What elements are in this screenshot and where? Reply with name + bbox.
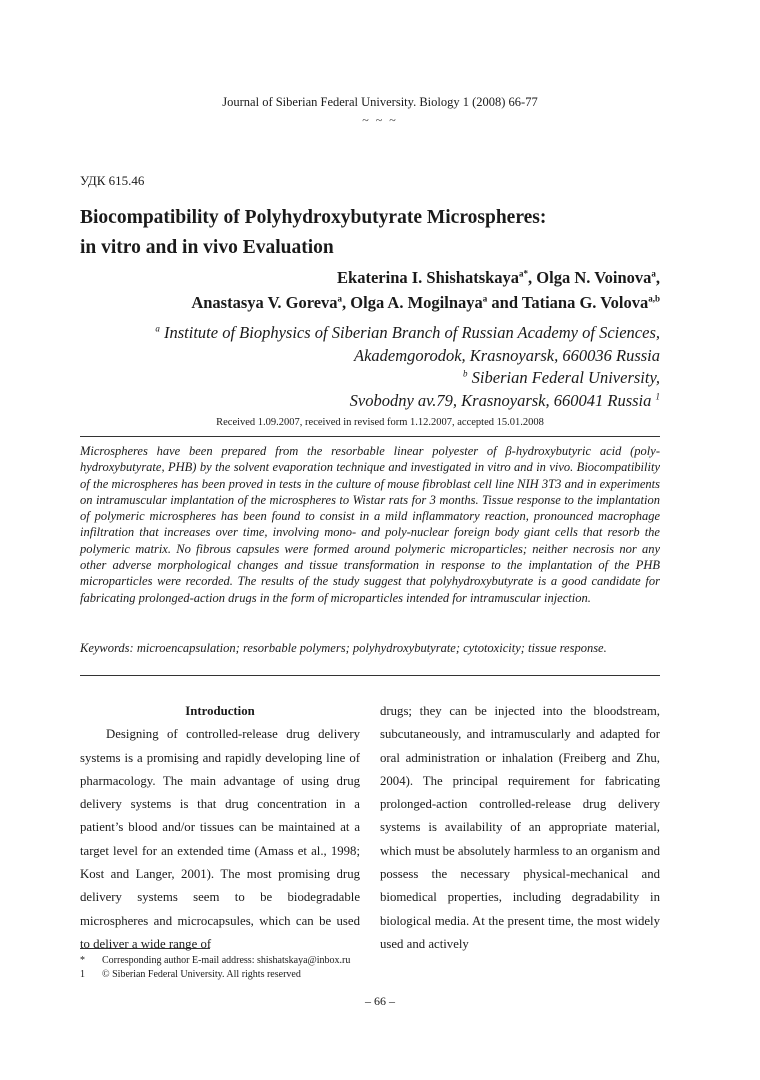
footnote-mark: 1 [80,968,85,980]
affil-b-line-1: Siberian Federal University, [471,368,660,387]
page-number: – 66 – [365,994,395,1008]
header-separator: ~ ~ ~ [362,113,398,127]
author-name: Olga A. Mogilnaya [350,293,483,312]
footnote-ref: 1 [655,391,660,401]
author-affil-mark: a [482,293,488,304]
author-name: Anastasya V. Goreva [191,293,338,312]
body-column-right [380,700,660,956]
body-paragraph: drugs; they can be injected into the bloodstream, subcutaneously, and intramuscularly and adapted for oral administration or inhalation (Freiberg and Zhu, 2004). The principal requirement for fabricating prolonged-action controlled-release drug delivery systems is availability of an appropriate material, which must be absolutely harmless to an organism and possess the necessary physical-mechanical and biomedical properties, including degradability in biological media. At the present time, the most widely used and actively [380,704,660,951]
author-affil-mark: a,b [648,293,660,304]
author-affil-mark: a [651,268,656,279]
footnote-rule [80,948,210,949]
author-list: Ekaterina I. Shishatskaya$^{a*}$, Olga N. Voinova$^a$, Anastasya V. Goreva$^a$, Olga A. Mogilnaya$^a$ and Tatiana G. Volova$^{a,b}$ [191,268,660,312]
author-affil-mark: a* [519,268,529,279]
affil-b-line-2: Svobodny av.79, Krasnoyarsk, 660041 Russia [349,390,652,410]
affil-mark: a [155,323,160,334]
author-name: Tatiana G. Volova [521,293,649,312]
abstract-top-rule [80,436,660,437]
abstract: Microspheres have been prepared from the resorbable linear polyester of β-hydroxybutyric acid (poly-hydroxybutyrate, PHB) by the solvent evaporation technique and investigated in vitro and in vivo. Biocompatibility of the microspheres has been proved in tests in the culture of mouse fibroblast cell line NIH 3T3 and in experiments on intramuscular implantation of the microspheres to Wistar rats for 3 months. Tissue response to the implantation of polymeric microspheres has been found to consist in a mild inflammatory reaction, pronounced macrophage infiltration that increases over time, involving mono- and poly-nuclear foreign body giant cells that resorb the polymeric matrix. No fibrous capsules were formed around polymeric microparticles; neither necrosis nor any other adverse morphological changes and tissue transformation in response to the implantation of the PHB microparticles were recorded. The results of the study suggest that polyhydroxybutyrate is a good candidate for fabricating prolonged-action drugs in the form of microparticles intended for intramuscular injection. [80,444,660,605]
author-affil-mark: a [337,293,343,304]
paper-title [80,203,680,263]
footnote-item [80,968,350,982]
abstract-bottom-rule [80,675,660,676]
affiliations [20,322,660,412]
keywords: Keywords: microencapsulation; resorbable polymers; polyhydroxybutyrate; cytotoxicity; tissue response. [80,641,607,655]
footnote-text: Corresponding author E-mail address: shishatskaya@inbox.ru [102,955,351,966]
footnotes [80,954,350,981]
author-name: Olga N. Voinova [536,268,652,287]
title-line-1: Biocompatibility of Polyhydroxybutyrate Microspheres: [80,207,547,228]
footnote-mark: * [80,955,85,966]
received-dates: Received 1.09.2007, received in revised form 1.12.2007, accepted 15.01.2008 [216,417,544,428]
affil-a-line-1: Institute of Biophysics of Siberian Branch of Russian Academy of Sciences, [164,323,660,342]
body-column-left [80,700,360,956]
udk-code: УДК 615.46 [80,173,145,188]
affil-mark: b [463,368,468,379]
author-name: Ekaterina I. Shishatskaya [337,268,520,287]
footnote-text: © Siberian Federal University. All rights reserved [102,968,301,980]
title-line-2: in vitro and in vivo Evaluation [80,237,334,258]
footnote-item [80,954,350,968]
affil-a-line-2: Akademgorodok, Krasnoyarsk, 660036 Russia [354,345,660,365]
section-heading: Introduction [185,704,255,718]
journal-header: Journal of Siberian Federal University. Biology 1 (2008) 66-77 [222,95,538,109]
body-paragraph: Designing of controlled-release drug delivery systems is a promising and rapidly developing line of pharmacology. The main advantage of using drug delivery systems is that drug concentration in a patient’s blood and/or tissues can be maintained at a target level for an extended time (Amass et al., 1998; Kost and Langer, 2001). The most promising drug delivery systems seem to be biodegradable microspheres and microcapsules, which can be used to deliver a wide range of [80,727,360,951]
